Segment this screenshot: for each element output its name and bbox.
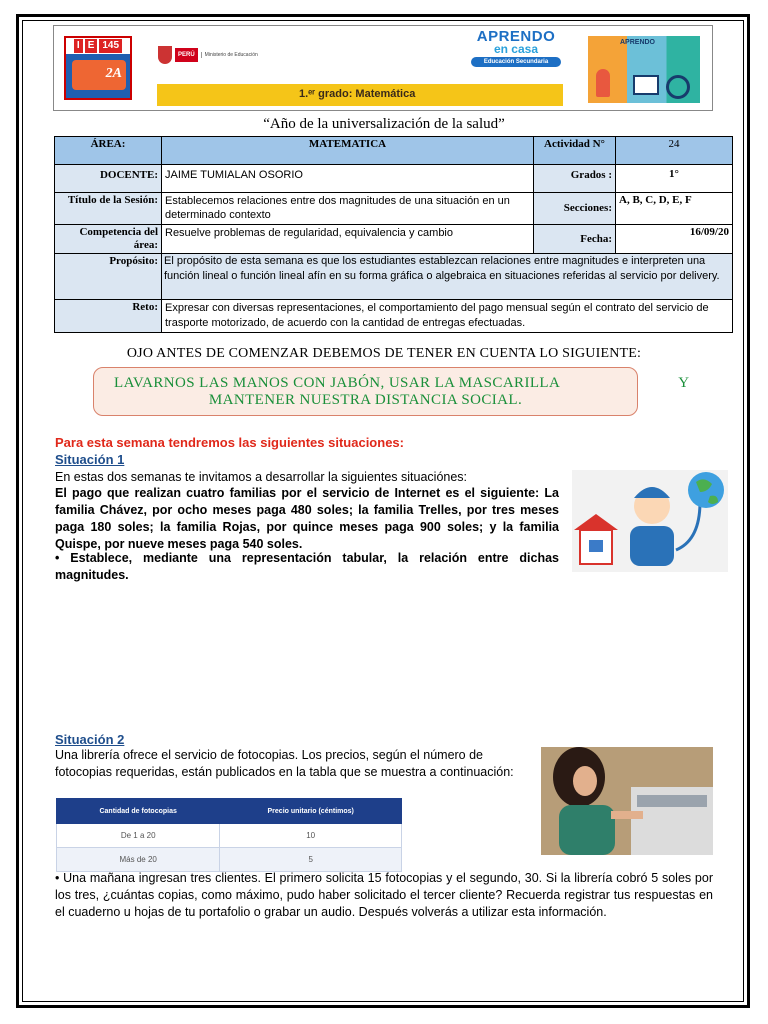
competence-label: Competencia del área: [55,225,162,254]
grade-row-label: Grados : [534,165,616,193]
house-window-icon [589,540,603,552]
purpose-label: Propósito: [55,254,162,300]
sections-label: Secciones: [534,193,616,225]
teacher-value: JAIME TUMIALAN OSORIO [162,165,534,193]
grade-label: 1.ᵉʳ grado: Matemática [299,88,416,100]
hygiene-reminder-box [93,367,690,416]
situation-2-title: Situación 2 [55,732,125,747]
logo-letter-e: E [85,39,98,53]
grade-value: 1° [616,165,733,193]
competence-value: Resuelve problemas de regularidad, equivalencia y cambio [162,225,534,254]
copies-price-table [56,798,402,872]
week-title: Para esta semana tendremos las siguientes situaciones: [55,435,404,450]
cable-icon [676,502,700,550]
copies-cell: 10 [220,824,402,848]
ministry-logo [158,44,274,66]
teacher-label: DOCENTE: [55,165,162,193]
aprendo-word: APRENDO [476,28,556,45]
date-value: 16/09/20 [616,225,733,254]
person-face-icon [573,766,597,796]
purpose-value: El propósito de esta semana es que los estudiantes establezcan relaciones entre magnitudes e interpreten una función lineal o función lineal afín en su forma gráfica o algebraica en situaciones referidas al servicio por delivery. [162,254,733,300]
peru-shield-icon [158,46,172,64]
session-info-table [54,136,733,333]
date-label: Fecha: [534,225,616,254]
illustration-title: APRENDO [620,39,656,46]
hygiene-line-1-end: Y [678,375,690,391]
ministry-name: Ministerio de Educación [201,52,258,58]
year-motto: “Año de la universalización de la salud” [263,116,505,132]
en-casa-word: en casa [493,42,539,56]
challenge-label: Reto: [55,300,162,333]
level-badge: Educación Secundaria [471,57,561,67]
child-figure-icon [596,69,610,97]
computer-icon [633,75,659,95]
session-title-label: Título de la Sesión: [55,193,162,225]
attention-notice: OJO ANTES DE COMENZAR DEBEMOS DE TENER EN CUENTA LO SIGUIENTE: [126,346,642,361]
situation-1-problem: El pago que realizan cuatro familias por el servicio de Internet es el siguiente: La familia Chávez, por ocho meses paga 480 soles; la familia Trelles, por tres meses paga 180 soles; la familia Rojas, por quince meses paga 900 soles; y la familia Quispe, por nueve meses paga 540 soles. [55,486,559,551]
area-label: ÁREA: [55,137,162,165]
situation-2-intro: Una librería ofrece el servicio de fotocopias. Los precios, según el número de fotocopias requeridas, están publicados en la tabla que se muestra a continuación: [55,748,514,779]
worker-uniform-icon [630,526,674,566]
bicycle-wheel-icon [666,75,690,99]
delivery-worker-illustration [572,470,728,572]
situation-1-title: Situación 1 [55,452,125,467]
school-logo [64,36,132,100]
copies-header-price: Precio unitario (céntimos) [220,799,402,824]
logo-emblem-text: 2A [105,66,122,81]
copies-cell: Más de 20 [57,848,220,872]
worker-cap-icon [634,487,670,498]
area-value: MATEMATICA [162,137,534,165]
aprendo-illustration [588,36,700,103]
photocopier-lid-icon [637,795,707,807]
copies-cell: 5 [220,848,402,872]
house-roof-icon [574,514,618,530]
aprendo-en-casa-logo [470,29,562,71]
hygiene-line-1: LAVARNOS LAS MANOS CON JABÓN, USAR LA MASCARILLA [114,375,561,391]
copies-header-quantity: Cantidad de fotocopias [57,799,220,824]
session-title-value: Establecemos relaciones entre dos magnitudes de una situación en un determinado contexto [162,193,534,225]
hygiene-line-2: MANTENER NUESTRA DISTANCIA SOCIAL. [208,392,523,408]
person-arm-icon [611,811,643,819]
sections-value: A, B, C, D, E, F [616,193,733,225]
situation-2-question: • Una mañana ingresan tres clientes. El primero solicita 15 fotocopias y el segundo, 30. Si la librería cobró 5 soles por los tres, ¿cuántas copias, como máximo, pudo haber solicitado el tercer cliente? Recuerda registrar tus respuestas en el cuaderno u hojas de tu portafolio o grabar un audio. Después volverás a utilizar esta información. [55,871,713,919]
logo-letter-i: I [74,39,83,53]
activity-label: Actividad N° [534,137,616,165]
grade-bar [157,84,563,106]
photocopier-photo [541,747,713,855]
activity-value: 24 [616,137,733,165]
person-shirt-icon [559,805,615,855]
peru-badge: PERÚ [175,48,198,62]
logo-number: 145 [99,39,122,53]
copies-cell: De 1 a 20 [57,824,220,848]
challenge-value: Expresar con diversas representaciones, el comportamiento del pago mensual según el contrato del servicio de trasporte motorizado, de acuerdo con la cantidad de entregas efectuadas. [162,300,733,333]
situation-1-intro: En estas dos semanas te invitamos a desarrollar la siguientes situaciónes: [55,470,468,484]
situation-1-task: • Establece, mediante una representación tabular, la relación entre dichas magnitudes. [55,551,559,582]
